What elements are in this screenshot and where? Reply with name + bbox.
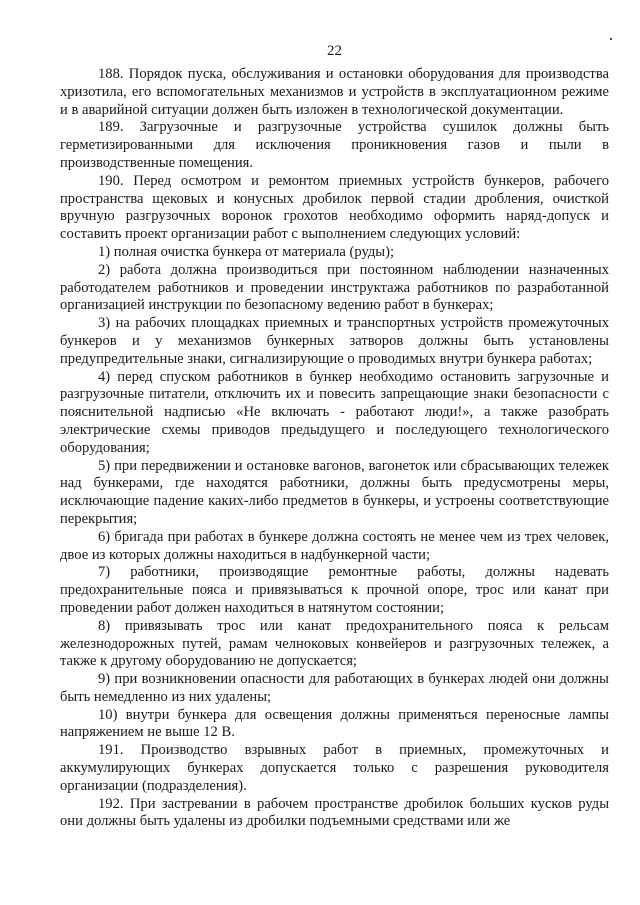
paragraph-190: 190. Перед осмотром и ремонтом приемных устройств бункеров, рабочего пространства щековых и конусных дробилок первой стадии дробления, очисткой вручную разгрузочных воронок грохотов необходимо оформить наряд-допуск и составить проект организации работ с выполнением следующих условий: xyxy=(60,172,609,243)
paragraph-189: 189. Загрузочные и разгрузочные устройства сушилок должны быть герметизированными для исключения проникновения газов и пыли в производственные помещения. xyxy=(60,119,609,171)
list-item-10: 10) внутри бункера для освещения должны применяться переносные лампы напряжением не выше 12 В. xyxy=(60,706,609,741)
list-item-2: 2) работа должна производиться при постоянном наблюдении назначенных работодателем работников и проведении инструктажа работников по разработанной организацией инструкции по безопасному ведению работ в бункерах; xyxy=(60,261,609,314)
list-item-5: 5) при передвижении и остановке вагонов, вагонеток или сбрасывающих тележек над бункерами, где находятся работники, должны быть предусмотрены меры, исключающие падение каких-либо предметов в бункеры, и устроены соответствующие перекрытия; xyxy=(60,457,609,527)
paragraph-192: 192. При застревании в рабочем пространстве дробилок больших кусков руды они должны быть удалены из дробилки подъемными средствами или же xyxy=(60,795,609,830)
list-item-6: 6) бригада при работах в бункере должна состоять не менее чем из трех человек, двое из которых должны находиться в надбункерной части; xyxy=(60,528,609,563)
scan-speck xyxy=(610,38,612,40)
list-item-4: 4) перед спуском работников в бункер необходимо остановить загрузочные и разгрузочные питатели, отключить их и повесить запрещающие знаки безопасности с пояснительной надписью «Не включать - работают люди!», а также разобрать электрические схемы приводов предыдущего и последующего технологического оборудования; xyxy=(60,368,609,456)
list-item-8: 8) привязывать трос или канат предохранительного пояса к рельсам железнодорожных путей, рамам челноковых конвейеров и разгрузочных тележек, а также к другому оборудованию не допускается; xyxy=(60,617,609,670)
list-item-3: 3) на рабочих площадках приемных и транспортных устройств промежуточных бункеров и у механизмов бункерных затворов должны быть установлены предупредительные знаки, сигнализирующие о проводимых внутри бункера работах; xyxy=(60,315,609,367)
document-body xyxy=(60,66,609,831)
paragraph-188: 188. Порядок пуска, обслуживания и остановки оборудования для производства хризотила, его вспомогательных механизмов и устройств в эксплуатационном режиме и в аварийной ситуации должен быть изложен в технологической документации. xyxy=(60,66,609,118)
list-item-7: 7) работники, производящие ремонтные работы, должны надевать предохранительные пояса и привязываться к прочной опоре, трос или канат при проведении работ должен находиться в натянутом состоянии; xyxy=(60,564,609,616)
list-item-9: 9) при возникновении опасности для работающих в бункерах людей они должны быть немедленно из них удалены; xyxy=(60,671,609,705)
paragraph-191: 191. Производство взрывных работ в приемных, промежуточных и аккумулирующих бункерах допускается только с разрешения руководителя организации (подразделения). xyxy=(60,742,609,794)
page-number: 22 xyxy=(327,43,342,59)
list-item-1: 1) полная очистка бункера от материала (руды); xyxy=(98,243,394,260)
